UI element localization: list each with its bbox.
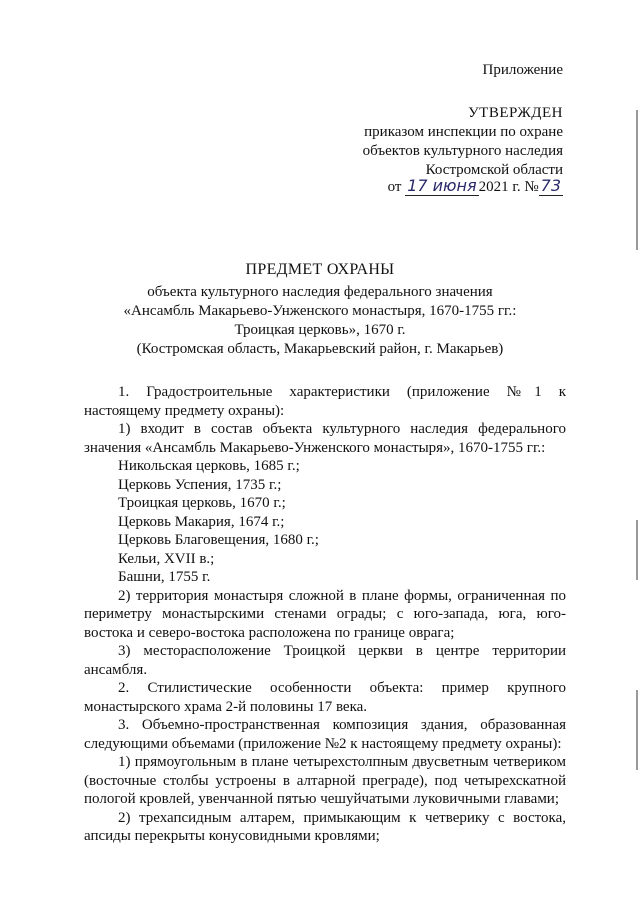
scan-edge-mark — [636, 520, 638, 580]
section-3-item-1: 1) прямоугольным в плане четырехстолпным двусветным четвериком (восточные столбы устроены в алтарной преграде), под четырехскатной пологой кровлей, увенчанной пятью чешуйчатыми луковичными главами; — [84, 754, 566, 807]
scan-edge-mark — [636, 690, 638, 770]
date-prefix: от — [387, 179, 402, 195]
document-title: ПРЕДМЕТ ОХРАНЫ — [245, 261, 395, 278]
section-1-item-3: 3) месторасположение Троицкой церкви в центре территории ансамбля. — [84, 643, 566, 678]
subtitle-line-2: «Ансамбль Макарьево-Унженского монастыря, 1670-1755 гг.: — [123, 303, 517, 319]
subtitle-line-1: объекта культурного наследия федерального значения — [147, 284, 493, 300]
approval-order-block — [363, 123, 563, 180]
section-1: 1. Градостроительные характеристики (приложение №1 к настоящему предмету охраны): — [84, 384, 566, 419]
building-list-item: Башни, 1755 г. — [118, 569, 211, 585]
approved-label: УТВЕРЖДЕН — [468, 105, 563, 121]
object-description — [70, 283, 570, 359]
building-list-item: Кельи, XVII в.; — [118, 550, 215, 567]
building-list-item: Троицкая церковь, 1670 г.; — [118, 495, 286, 511]
appendix-label: Приложение — [482, 62, 563, 78]
order-date-line — [388, 176, 563, 197]
handwritten-date: 17 июня — [407, 176, 477, 195]
building-list-item: Никольская церковь, 1685 г.; — [118, 458, 300, 474]
building-list-item: Церковь Макария, 1674 г.; — [118, 513, 285, 530]
building-list-item: Церковь Успения, 1735 г.; — [118, 476, 282, 493]
order-line-1: приказом инспекции по охране — [364, 124, 563, 140]
document-body — [84, 383, 566, 846]
order-line-3: Костромской области — [425, 162, 563, 178]
subtitle-line-4: (Костромская область, Макарьевский район, г. Макарьев) — [136, 341, 504, 357]
section-2: 2. Стилистические особенности объекта: пример крупного монастырского храма 2-й половины 17 века. — [84, 680, 566, 715]
scan-edge-mark — [636, 110, 638, 250]
section-1-item-1: 1) входит в состав объекта культурного наследия федерального значения «Ансамбль Макарьево-Унженского монастыря», 1670-1755 гг.: — [84, 421, 566, 456]
section-3-item-2: 2) трехапсидным алтарем, примыкающим к четверику с востока, апсиды перекрыты конусовидными кровлями; — [84, 809, 566, 844]
building-list-item: Церковь Благовещения, 1680 г.; — [118, 532, 319, 548]
date-year: 2021 г. № — [478, 179, 539, 195]
section-3: 3. Объемно-пространственная композиция здания, образованная следующими объемами (приложение №2 к настоящему предмету охраны): — [84, 717, 566, 752]
order-line-2: объектов культурного наследия — [362, 143, 563, 159]
section-1-item-2: 2) территория монастыря сложной в плане формы, ограниченная по периметру монастырскими стенами ограды; с юго-запада, юга, юго-востока и северо-востока расположена по границе оврага; — [84, 587, 566, 641]
handwritten-number: 73 — [540, 176, 561, 195]
subtitle-line-3: Троицкая церковь», 1670 г. — [234, 322, 406, 338]
